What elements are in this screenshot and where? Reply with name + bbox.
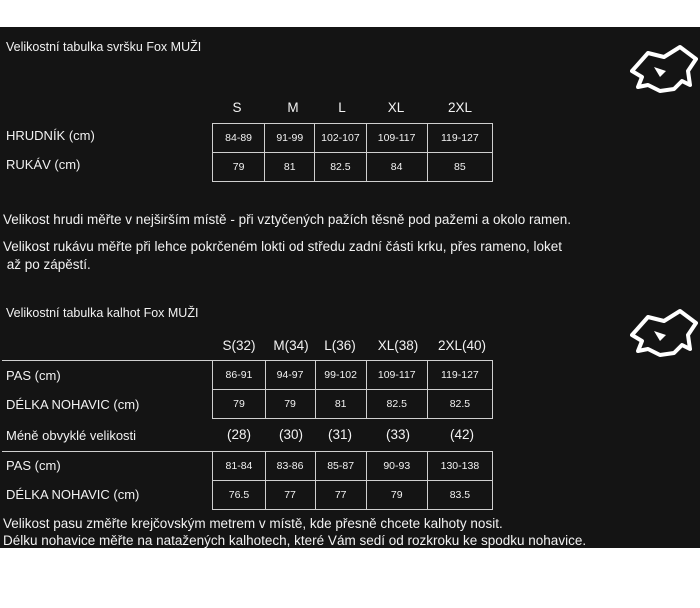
row-label-sleeve: RUKÁV (cm) <box>6 157 81 172</box>
chest-measure-note: Velikost hrudi měřte v nejširším místě - při vztyčených pažích těsně pod pažemi a okolo ramen. <box>3 212 571 227</box>
row-label-chest: HRUDNÍK (cm) <box>6 128 95 143</box>
table-cell: 77 <box>315 481 366 510</box>
row-label-waist-less-common: PAS (cm) <box>6 458 61 473</box>
table-cell: 91-99 <box>265 124 315 153</box>
table-cell: 79 <box>213 390 265 419</box>
table-label-cell <box>2 390 213 419</box>
table-cell: 79 <box>213 153 265 182</box>
table-cell: 109-117 <box>366 361 427 390</box>
top-size-table <box>212 123 493 182</box>
table-cell: 83.5 <box>427 481 492 510</box>
bottom-chart-title: Velikostní tabulka kalhot Fox MUŽI <box>6 306 199 320</box>
table-cell: 79 <box>265 390 315 419</box>
bottom-col-header: M(34) <box>273 338 309 353</box>
table-cell: 119-127 <box>427 124 492 153</box>
sleeve-measure-note-cont: až po zápěstí. <box>3 257 91 272</box>
top-chart-title: Velikostní tabulka svršku Fox MUŽI <box>6 40 202 54</box>
table-cell: 130-138 <box>427 452 492 481</box>
table-cell: 83-86 <box>265 452 315 481</box>
fox-head-logo-icon <box>630 305 698 363</box>
bottom-col-header: S(32) <box>222 338 256 353</box>
table-cell: 79 <box>366 481 427 510</box>
waist-measure-note: Velikost pasu změřte krejčovským metrem v místě, kde přesně chcete kalhoty nosit. <box>3 516 503 531</box>
table-cell: 90-93 <box>366 452 427 481</box>
table-cell: 102-107 <box>315 124 366 153</box>
table-cell: 82.5 <box>315 153 366 182</box>
table-label-cell <box>2 361 213 390</box>
row-label-waist: PAS (cm) <box>6 368 61 383</box>
table-cell: 94-97 <box>265 361 315 390</box>
less-common-col-header: (31) <box>327 427 352 442</box>
row-label-leg-length-less-common: DÉLKA NOHAVIC (cm) <box>6 487 140 502</box>
table-cell: 81 <box>265 153 315 182</box>
bottom-size-table <box>2 360 493 419</box>
less-common-col-header: (42) <box>449 427 474 442</box>
table-cell: 84-89 <box>213 124 265 153</box>
top-col-header: L <box>338 100 346 115</box>
top-col-header: S <box>232 100 242 115</box>
top-col-header: M <box>287 100 299 115</box>
table-cell: 81-84 <box>213 452 265 481</box>
table-cell: 99-102 <box>315 361 366 390</box>
sleeve-measure-note: Velikost rukávu měřte při lehce pokrčeném lokti od středu zadní části krku, přes rameno, loket <box>3 239 563 254</box>
less-common-col-header: (33) <box>385 427 410 442</box>
row-label-leg-length: DÉLKA NOHAVIC (cm) <box>6 397 140 412</box>
leg-measure-note: Délku nohavice měřte na natažených kalhotech, které Vám sedí od rozkroku ke spodku nohavice. <box>3 533 587 548</box>
table-label-cell <box>2 481 213 510</box>
less-common-size-table <box>2 451 493 510</box>
table-cell: 77 <box>265 481 315 510</box>
size-chart-panel <box>0 27 700 548</box>
table-cell: 119-127 <box>427 361 492 390</box>
less-common-col-header: (28) <box>226 427 251 442</box>
table-cell: 85-87 <box>315 452 366 481</box>
table-cell: 86-91 <box>213 361 265 390</box>
less-common-sizes-label: Méně obvyklé velikosti <box>6 428 137 443</box>
table-cell: 82.5 <box>427 390 492 419</box>
table-cell: 85 <box>427 153 492 182</box>
table-label-cell <box>2 452 213 481</box>
bottom-col-header: L(36) <box>324 338 356 353</box>
table-cell: 81 <box>315 390 366 419</box>
fox-head-logo-icon <box>630 41 698 99</box>
table-cell: 82.5 <box>366 390 427 419</box>
less-common-col-header: (30) <box>278 427 303 442</box>
table-cell: 109-117 <box>366 124 427 153</box>
top-col-header: XL <box>387 100 405 115</box>
top-col-header: 2XL <box>447 100 473 115</box>
bottom-col-header: XL(38) <box>377 338 419 353</box>
table-cell: 84 <box>366 153 427 182</box>
table-cell: 76.5 <box>213 481 265 510</box>
bottom-col-header: 2XL(40) <box>437 338 487 353</box>
